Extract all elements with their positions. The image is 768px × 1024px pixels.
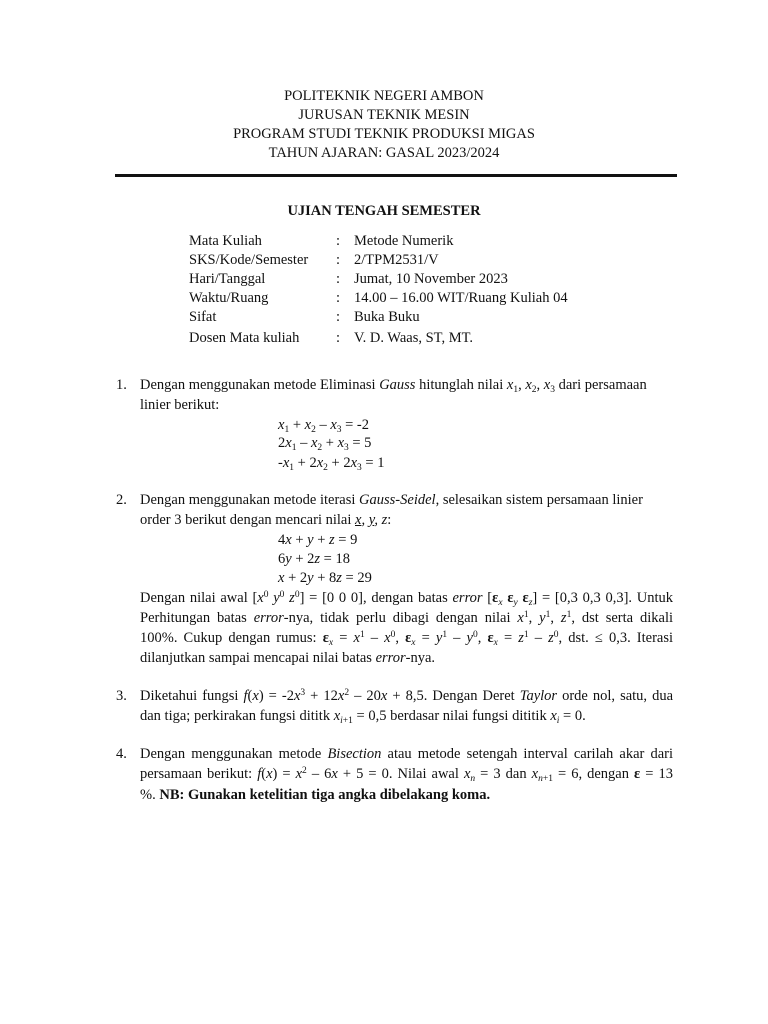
info-value: Buka Buku — [354, 309, 420, 325]
info-row-lecturer — [189, 330, 709, 350]
info-value: Metode Numerik — [354, 233, 454, 249]
question-number: 2. — [116, 492, 127, 508]
info-row-course — [189, 233, 709, 253]
info-row-code — [189, 252, 709, 272]
equation: 4x + y + z = 9 — [278, 532, 358, 548]
info-colon: : — [336, 271, 341, 287]
question-2-line-3: Dengan nilai awal [$x^0$ $y^0$ $z^0] = [0$ 0 0], dengan batas error [$\varepsilon_x$ $\varepsilon_y$ $\varepsilon_z] = [0,3$ 0,3 0,3]. Untuk — [140, 590, 674, 608]
info-label: Dosen Mata kuliah — [189, 330, 300, 346]
question-2-line-6: dilanjutkan sampai mencapai nilai batas error-nya. — [140, 650, 436, 666]
question-2-line-2: order 3 berikut dengan mencari nilai x, y, z: — [140, 512, 392, 528]
info-label: Hari/Tanggal — [189, 271, 266, 287]
info-colon: : — [336, 252, 341, 268]
equation: $2x_1 - x_2 + x_3 = 5$ — [278, 435, 372, 453]
equation: 6y + 2z = 18 — [278, 551, 350, 567]
question-4-line-3: %. NB: Gunakan ketelitian tiga angka dibelakang koma. — [140, 787, 491, 803]
info-colon: : — [336, 290, 341, 306]
info-label: SKS/Kode/Semester — [189, 252, 309, 268]
note-bold: NB: Gunakan ketelitian tiga angka dibelakang koma. — [159, 787, 491, 803]
info-label: Waktu/Ruang — [189, 290, 269, 306]
question-1-line-2: linier berikut: — [140, 397, 220, 413]
info-colon: : — [336, 309, 341, 325]
info-value: 14.00 – 16.00 WIT/Ruang Kuliah 04 — [354, 290, 568, 306]
question-2-line-5: 100%. Cukup dengan rumus: $\varepsilon_x = x^1 - x^0$, $\varepsilon_x = y^1 - y^0$, $\varepsilon_x = z^1 - z^0$, dst. ≤ 0,3. Iterasi — [140, 630, 674, 648]
info-colon: : — [336, 330, 341, 346]
equation: $x_1 + x_2 - x_3 = -2$ — [278, 417, 370, 435]
info-colon: : — [336, 233, 341, 249]
info-value: V. D. Waas, ST, MT. — [354, 330, 473, 346]
info-label: Mata Kuliah — [189, 233, 262, 249]
question-number: 4. — [116, 746, 127, 762]
exam-title: UJIAN TENGAH SEMESTER — [287, 203, 481, 219]
header-program: PROGRAM STUDI TEKNIK PRODUKSI MIGAS — [233, 126, 535, 142]
equation: $-x_1 + 2x_2 + 2x_3 = 1$ — [278, 455, 385, 473]
info-value: Jumat, 10 November 2023 — [354, 271, 508, 287]
question-4-line-1: Dengan menggunakan metode Bisection atau metode setengah interval carilah akar dari — [140, 746, 674, 762]
question-4-line-2: persamaan berikut: $f(x) = x^2 - 6x + 5 = 0$. Nilai awal $x_n = 3$ dan $x_{n+1} = 6$, dengan ε = 13 — [140, 766, 674, 784]
header-academic-year: TAHUN AJARAN: GASAL 2023/2024 — [268, 145, 500, 161]
info-row-nature — [189, 309, 709, 329]
question-number: 3. — [116, 688, 127, 704]
equation: x + 2y + 8z = 29 — [278, 570, 372, 586]
header-divider — [115, 174, 677, 177]
header-department: JURUSAN TEKNIK MESIN — [298, 107, 470, 123]
info-row-date — [189, 271, 709, 291]
header-institution: POLITEKNIK NEGERI AMBON — [284, 88, 484, 104]
info-row-time-room — [189, 290, 709, 310]
question-2-line-4: Perhitungan batas error-nya, tidak perlu dibagi dengan nilai $x^1$, $y^1$, $z^1$, dst serta dikali — [140, 610, 674, 626]
info-value: 2/TPM2531/V — [354, 252, 439, 268]
question-2-line-1: Dengan menggunakan metode iterasi Gauss-Seidel, selesaikan sistem persamaan linier — [140, 492, 643, 508]
question-3-line-1: Diketahui fungsi $f(x) = -2x^3 + 12x^2 - 20x + 8,5$. Dengan Deret Taylor orde nol, satu, dua — [140, 688, 674, 704]
question-3-line-2: dan tiga; perkirakan fungsi dititk $x_{i+1} = 0,5$ berdasar nilai fungsi dititik $x_i = 0$. — [140, 708, 586, 726]
info-label: Sifat — [189, 309, 217, 325]
question-1-line-1: Dengan menggunakan metode Eliminasi Gauss hitunglah nilai $x_1$, $x_2$, $x_3$ dari persamaan — [140, 377, 647, 395]
question-number: 1. — [116, 377, 127, 393]
